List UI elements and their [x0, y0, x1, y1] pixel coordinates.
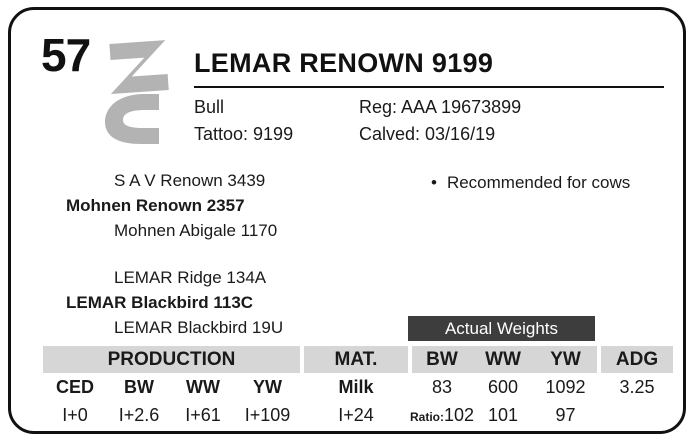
info-row-tattoo-calved [194, 121, 674, 148]
ratio-label: Ratio: [409, 410, 444, 424]
header-actual-bw: BW [412, 346, 472, 373]
header-production: PRODUCTION [43, 346, 300, 373]
ratio-ww: 101 [487, 405, 519, 425]
value-milk: I+24 [338, 405, 374, 425]
animal-tattoo: Tattoo: 9199 [194, 124, 294, 144]
ratio-bw-cell [409, 401, 475, 429]
animal-sex: Bull [194, 97, 225, 117]
pedigree-block [66, 168, 396, 340]
weight-ww: 600 [487, 377, 519, 397]
table-epd-header-row [43, 373, 673, 401]
note-text: Recommended for cows [446, 173, 631, 192]
info-row-sex-reg [194, 94, 674, 121]
header-ced: CED [55, 377, 94, 397]
pedigree-sire: Mohnen Renown 2357 [66, 196, 245, 215]
ratio-yw: 97 [555, 405, 576, 425]
value-ced: I+0 [62, 405, 88, 425]
table-group-header-row [43, 346, 673, 373]
header-ww: WW [186, 377, 220, 397]
header-actual-ww: WW [472, 346, 534, 373]
pedigree-sire-sire: S A V Renown 3439 [114, 171, 266, 190]
header-maternal: MAT. [304, 346, 408, 373]
header-milk: Milk [338, 377, 374, 397]
weight-adg: 3.25 [619, 377, 655, 397]
value-yw: I+109 [244, 405, 291, 425]
epd-table [43, 346, 673, 429]
value-bw: I+2.6 [118, 405, 160, 425]
table-value-row [43, 401, 673, 429]
animal-info [194, 94, 674, 148]
sale-lot-card [8, 7, 686, 434]
pedigree-sire-dam: Mohnen Abigale 1170 [114, 221, 278, 240]
header-bw: BW [124, 377, 154, 397]
pedigree-dam-sire: LEMAR Ridge 134A [114, 268, 267, 287]
ratio-bw: 102 [443, 405, 475, 425]
header-actual-yw: YW [534, 346, 597, 373]
lot-number: 57 [41, 29, 91, 81]
value-ww: I+61 [185, 405, 221, 425]
pedigree-dam: LEMAR Blackbird 113C [66, 293, 254, 312]
note-bullet [431, 173, 630, 193]
pedigree-dam-dam: LEMAR Blackbird 19U [114, 318, 284, 337]
header-adg: ADG [601, 346, 673, 373]
pedigree-spacer [66, 243, 396, 265]
animal-registration: Reg: AAA 19673899 [359, 97, 522, 117]
ratio-adg-empty [601, 401, 673, 429]
header-yw: YW [253, 377, 282, 397]
ranch-brand-icon [99, 36, 175, 146]
bullet-dot-icon: • [431, 173, 437, 192]
weight-bw: 83 [431, 377, 453, 397]
page-title: LEMAR RENOWN 9199 [194, 48, 494, 78]
animal-calved: Calved: 03/16/19 [359, 124, 496, 144]
title-divider [194, 86, 664, 88]
actual-weights-banner: Actual Weights [408, 316, 595, 341]
weight-yw: 1092 [545, 377, 586, 397]
